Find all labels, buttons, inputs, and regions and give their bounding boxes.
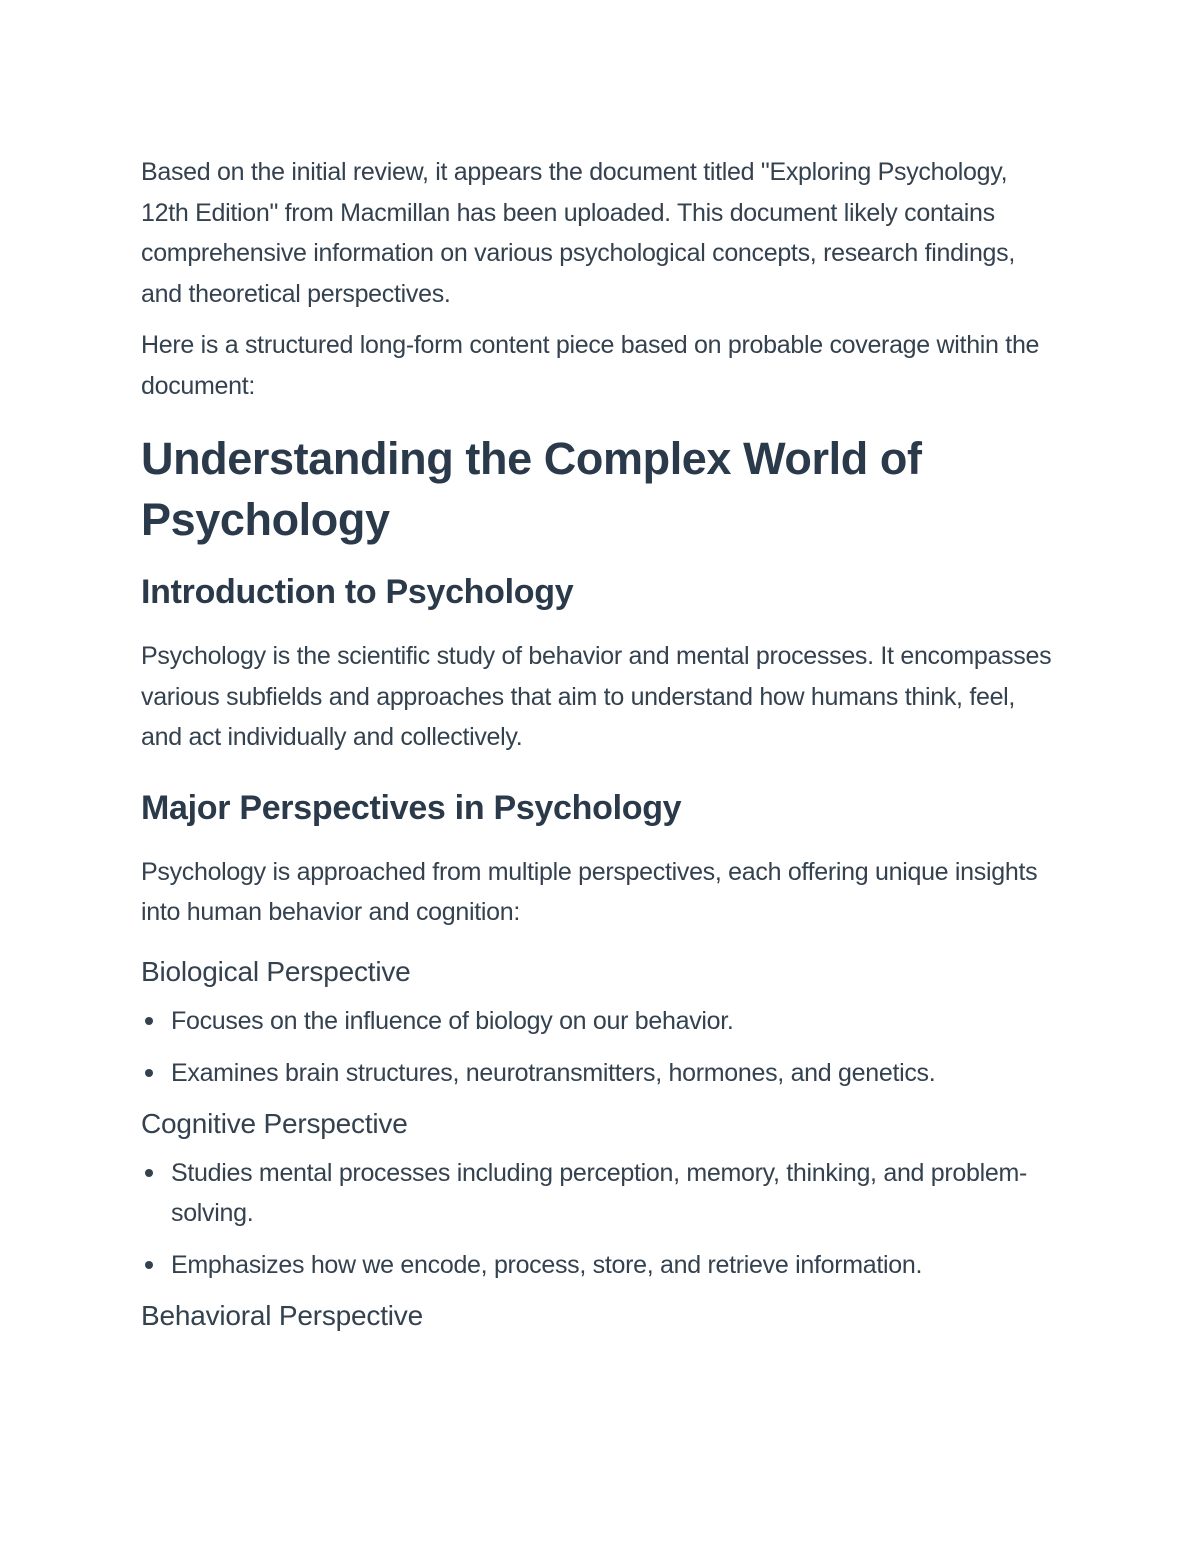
intro-paragraph: Here is a structured long-form content piece based on probable coverage within the document: <box>141 331 1040 400</box>
list-item <box>141 1001 1060 1041</box>
subheading-biological: Biological Perspective <box>141 955 411 987</box>
intro-paragraph: Based on the initial review, it appears the document titled "Exploring Psychology, 12th Edition" from Macmillan has been uploaded. This document likely contains comprehensive information on various psychological concepts, research findings, and theoretical perspectives. <box>141 158 1015 308</box>
section-paragraph-introduction: Psychology is the scientific study of behavior and mental processes. It encompasses various subfields and approaches that aim to understand how humans think, feel, and act individually and collectively. <box>141 642 1052 751</box>
section-paragraph-perspectives: Psychology is approached from multiple perspectives, each offering unique insights into human behavior and cognition: <box>141 857 1038 926</box>
list-item-text: Examines brain structures, neurotransmitters, hormones, and genetics. <box>171 1058 936 1087</box>
subheading-behavioral: Behavioral Perspective <box>141 1299 423 1331</box>
subheading-cognitive: Cognitive Perspective <box>141 1107 408 1139</box>
bullet-icon <box>145 1017 153 1025</box>
bullet-list-cognitive <box>141 1153 1060 1285</box>
bullet-icon <box>145 1261 153 1269</box>
bullet-icon <box>145 1169 153 1177</box>
list-item-text: Focuses on the influence of biology on our behavior. <box>171 1006 734 1035</box>
document-title: Understanding the Complex World of Psychology <box>141 433 922 545</box>
list-item <box>141 1153 1060 1233</box>
section-heading-perspectives: Major Perspectives in Psychology <box>141 788 682 827</box>
section-heading-introduction: Introduction to Psychology <box>141 573 574 611</box>
bullet-icon <box>145 1069 153 1077</box>
list-item <box>141 1053 1060 1093</box>
list-item <box>141 1245 1060 1285</box>
bullet-list-biological <box>141 1001 1060 1093</box>
list-item-text: Studies mental processes including perception, memory, thinking, and problem-solving. <box>171 1158 1028 1227</box>
list-item-text: Emphasizes how we encode, process, store, and retrieve information. <box>171 1250 923 1279</box>
